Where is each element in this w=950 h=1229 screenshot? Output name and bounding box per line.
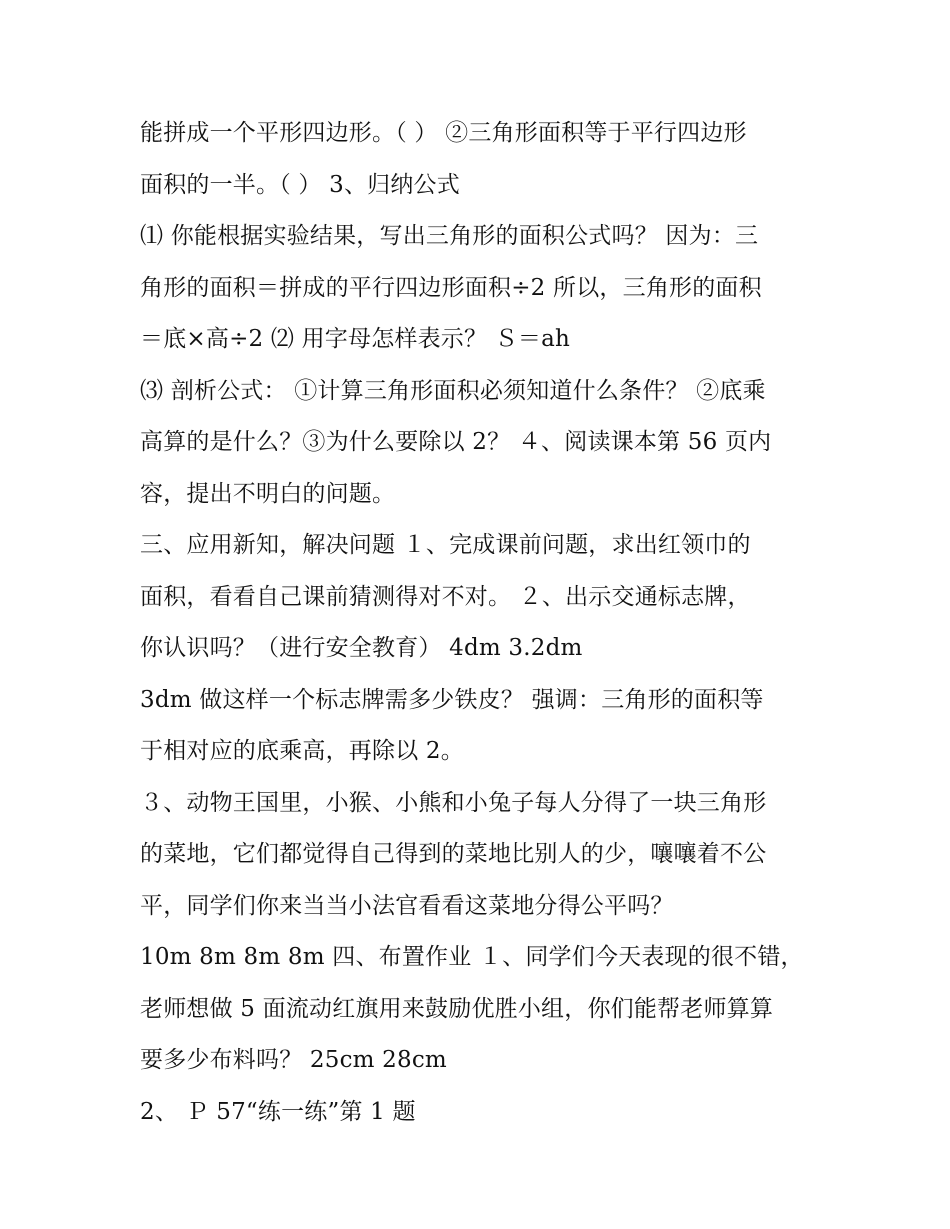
text-line: 的菜地，它们都觉得自己得到的菜地比别人的少，嚷嚷着不公 (140, 841, 767, 867)
text-line: 平，同学们你来当当小法官看看这菜地分得公平吗？ (140, 892, 674, 919)
text-line: 10m 8m 8m 8m 四、布置作业 １、同学们今天表现的很不错， (140, 944, 804, 970)
text-line: 能拼成一个平形四边形。（ ） ②三角形面积等于平行四边形 (140, 120, 747, 146)
text-line: 3dm 做这样一个标志牌需多少铁皮？ 强调：三角形的面积等 (140, 686, 764, 713)
text-line: 角形的面积＝拼成的平行四边形面积÷2 所以，三角形的面积 (140, 274, 762, 301)
text-line: 面积的一半。（ ） 3、归纳公式 (140, 171, 460, 198)
text-line: 2、 Ｐ 57“练一练”第 1 题 (140, 1098, 416, 1125)
text-line: 你认识吗？（进行安全教育） 4dm 3.2dm (140, 635, 583, 661)
text-line: 面积，看看自己课前猜测得对不对。 ２、出示交通标志牌， (140, 583, 751, 610)
text-line: 三、应用新知，解决问题 １、完成课前问题，求出红领巾的 (140, 532, 751, 558)
text-line: 要多少布料吗？ 25cm 28cm (140, 1047, 447, 1073)
text-line: ３、动物王国里，小猴、小熊和小兔子每人分得了一块三角形 (140, 789, 767, 816)
document-body (140, 108, 820, 1138)
text-line: ＝底×高÷2 ⑵ 用字母怎样表示？ Ｓ＝ah (140, 326, 571, 352)
text-line: 高算的是什么？③为什么要除以 2？ ４、阅读课本第 56 页内 (140, 429, 772, 455)
text-line: 容，提出不明白的问题。 (140, 480, 396, 507)
text-line: 于相对应的底乘高，再除以 2。 (140, 738, 464, 764)
text-line: 老师想做 5 面流动红旗用来鼓励优胜小组，你们能帮老师算算 (140, 995, 774, 1022)
text-line: ⑶ 剖析公式： ①计算三角形面积必须知道什么条件？ ②底乘 (140, 377, 766, 404)
text-line: ⑴ 你能根据实验结果，写出三角形的面积公式吗？ 因为：三 (140, 223, 759, 249)
